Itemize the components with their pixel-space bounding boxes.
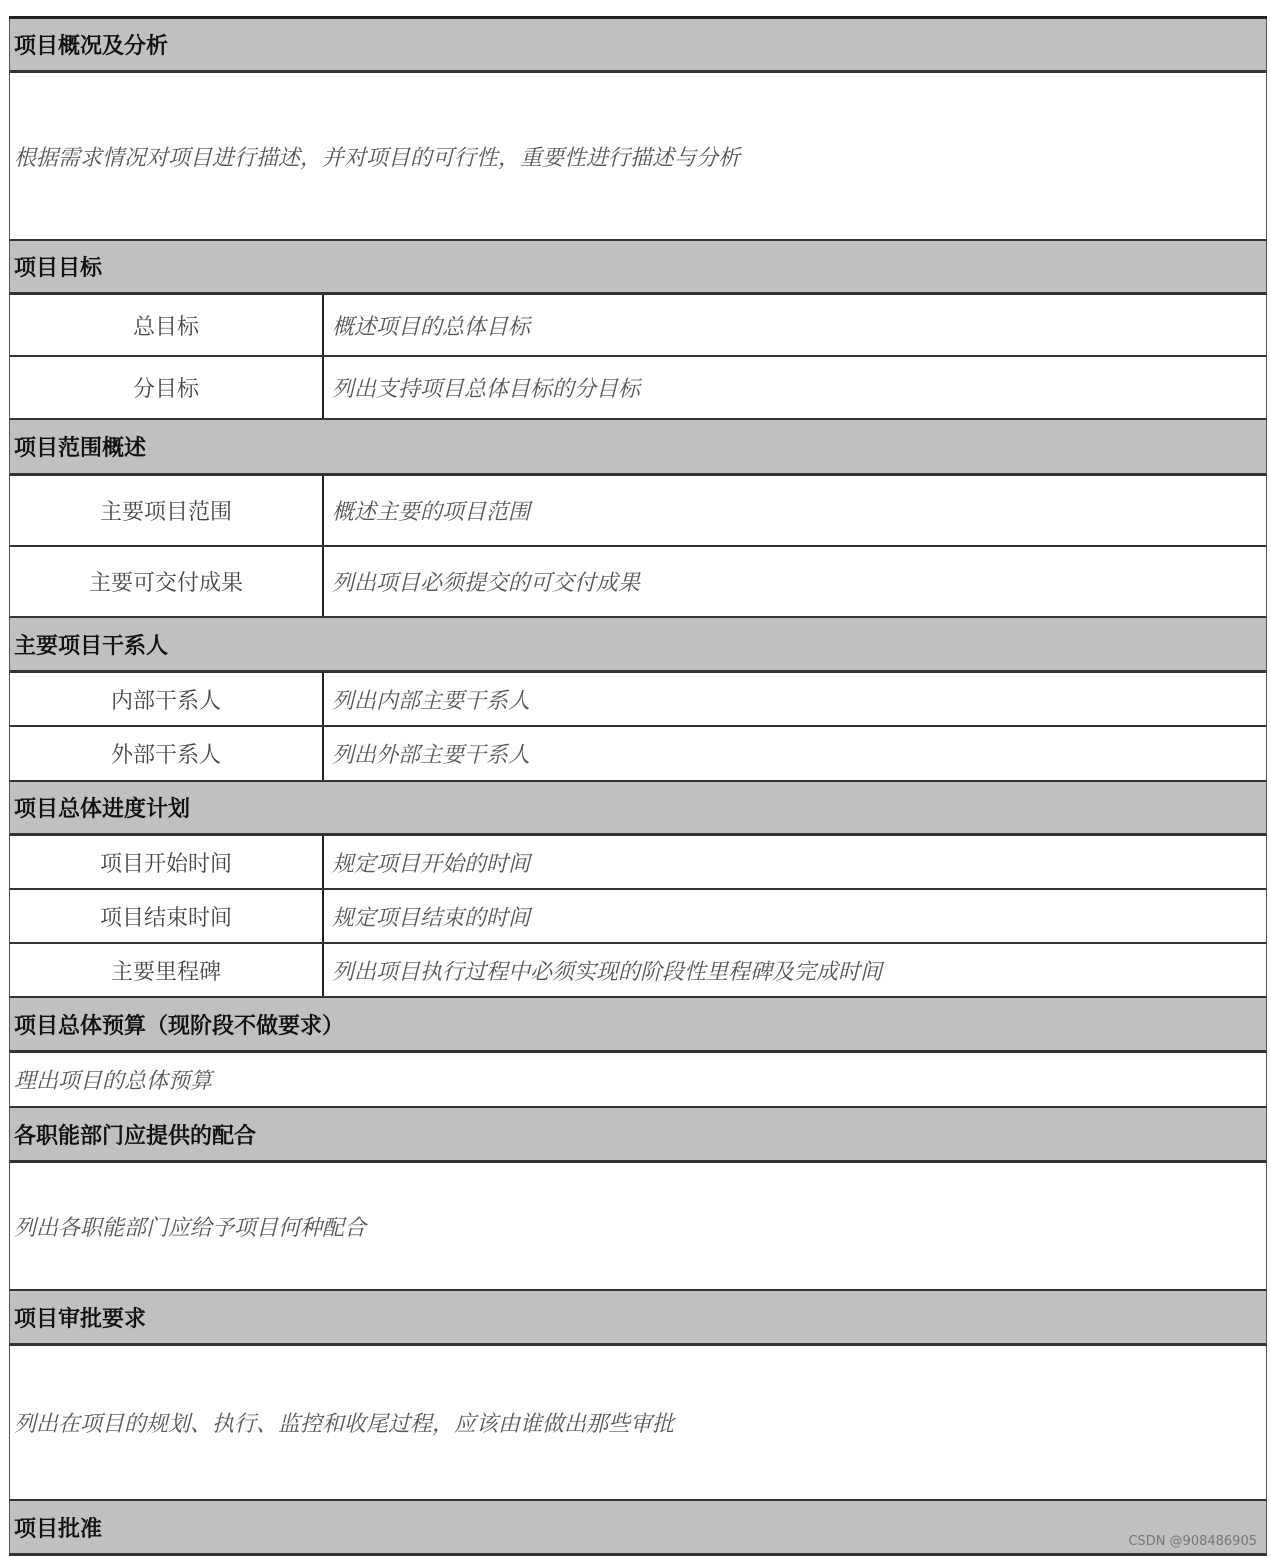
section-desc-departments: 列出各职能部门应给予项目何种配合 [9,1163,1267,1291]
row-value: 规定项目开始的时间 [332,851,531,877]
table-row [9,727,1267,782]
row-value: 概述项目的总体目标 [332,314,531,340]
section-header-departments: 各职能部门应提供的配合 [9,1108,1267,1163]
section-header-approval-requirements: 项目审批要求 [9,1291,1267,1346]
section-desc-budget: 理出项目的总体预算 [9,1053,1267,1108]
row-value: 列出外部主要干系人 [332,743,531,768]
table-row [9,357,1267,420]
table-row [9,944,1267,998]
row-label: 外部干系人 [10,727,324,780]
table-row [9,476,1267,547]
table-row [9,836,1267,890]
row-value: 规定项目结束的时间 [332,905,531,931]
row-label: 项目结束时间 [10,890,324,942]
row-label: 分目标 [10,357,324,418]
table-row [9,890,1267,944]
row-label: 总目标 [10,295,324,355]
section-header-stakeholders: 主要项目干系人 [9,618,1267,673]
table-row [9,673,1267,727]
table-row [9,295,1267,357]
project-charter-table [9,16,1267,1556]
row-value: 列出支持项目总体目标的分目标 [332,377,641,402]
row-label: 主要可交付成果 [10,547,324,616]
watermark: CSDN @908486905 [1128,1534,1257,1549]
section-header-scope: 项目范围概述 [9,420,1267,476]
section-header-overview: 项目概况及分析 [9,19,1267,73]
row-value: 概述主要的项目范围 [332,500,531,525]
section-header-approval: 项目批准 [9,1501,1267,1556]
table-row [9,547,1267,618]
section-header-budget: 项目总体预算（现阶段不做要求） [9,998,1267,1053]
section-desc-overview: 根据需求情况对项目进行描述，并对项目的可行性，重要性进行描述与分析 [9,73,1267,241]
row-label: 项目开始时间 [10,836,324,888]
row-value: 列出项目执行过程中必须实现的阶段性里程碑及完成时间 [332,959,883,985]
row-label: 主要里程碑 [10,944,324,996]
row-label: 主要项目范围 [10,476,324,545]
row-value: 列出项目必须提交的可交付成果 [332,571,641,596]
section-header-schedule: 项目总体进度计划 [9,782,1267,836]
section-header-goals: 项目目标 [9,241,1267,295]
row-value: 列出内部主要干系人 [332,688,531,714]
section-desc-approval-requirements: 列出在项目的规划、执行、监控和收尾过程，应该由谁做出那些审批 [9,1346,1267,1501]
row-label: 内部干系人 [10,673,324,725]
